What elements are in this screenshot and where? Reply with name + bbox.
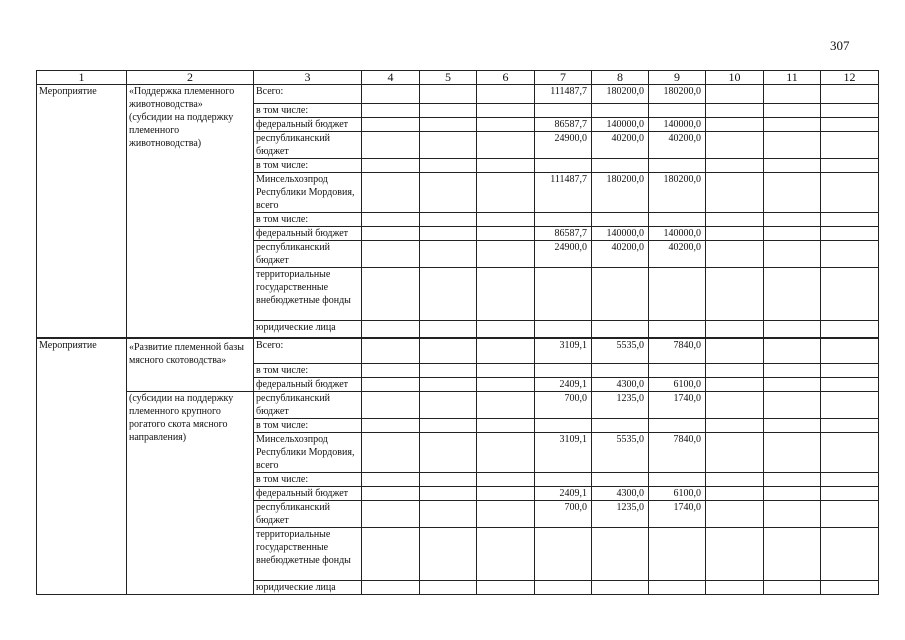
empty-cell	[821, 118, 879, 132]
empty-cell	[821, 268, 879, 321]
funding-source-label: территориальные государственные внебюджетные фонды	[254, 528, 362, 581]
value-col-8	[592, 364, 649, 378]
empty-cell	[420, 227, 477, 241]
empty-cell	[821, 227, 879, 241]
empty-cell	[706, 364, 764, 378]
empty-cell	[821, 487, 879, 501]
page-number: 307	[830, 38, 850, 53]
empty-cell	[420, 378, 477, 392]
empty-cell	[821, 241, 879, 268]
empty-cell	[764, 118, 821, 132]
empty-cell	[420, 268, 477, 321]
empty-cell	[706, 85, 764, 104]
empty-cell	[420, 159, 477, 173]
empty-cell	[821, 528, 879, 581]
empty-cell	[706, 487, 764, 501]
empty-cell	[362, 528, 420, 581]
funding-source-label: федеральный бюджет	[254, 118, 362, 132]
value-col-7: 3109,1	[535, 433, 592, 473]
empty-cell	[420, 419, 477, 433]
empty-cell	[764, 487, 821, 501]
column-header: 12	[821, 71, 879, 85]
empty-cell	[764, 241, 821, 268]
empty-cell	[706, 581, 764, 595]
empty-cell	[706, 433, 764, 473]
empty-cell	[706, 132, 764, 159]
funding-source-label: Всего:	[254, 338, 362, 364]
empty-cell	[821, 173, 879, 213]
empty-cell	[477, 85, 535, 104]
value-col-9: 7840,0	[649, 338, 706, 364]
column-header: 7	[535, 71, 592, 85]
funding-source-label: республиканский бюджет	[254, 501, 362, 528]
empty-cell	[420, 364, 477, 378]
empty-cell	[420, 321, 477, 338]
empty-cell	[362, 85, 420, 104]
value-col-8	[592, 528, 649, 581]
funding-source-label: федеральный бюджет	[254, 227, 362, 241]
activity-name-title: «Поддержка племенного животноводства»	[129, 86, 235, 110]
empty-cell	[420, 213, 477, 227]
value-col-9	[649, 104, 706, 118]
empty-cell	[706, 241, 764, 268]
empty-cell	[362, 321, 420, 338]
column-header: 2	[127, 71, 254, 85]
value-col-9	[649, 473, 706, 487]
empty-cell	[477, 528, 535, 581]
activity-name-title: «Развитие племенной базы мясного скотоводства»	[127, 338, 254, 392]
column-header: 1	[37, 71, 127, 85]
funding-source-label: территориальные государственные внебюджетные фонды	[254, 268, 362, 321]
column-header: 3	[254, 71, 362, 85]
table-row	[37, 85, 879, 104]
empty-cell	[706, 338, 764, 364]
empty-cell	[420, 173, 477, 213]
empty-cell	[821, 419, 879, 433]
column-header: 6	[477, 71, 535, 85]
empty-cell	[764, 227, 821, 241]
funding-source-label: федеральный бюджет	[254, 487, 362, 501]
empty-cell	[821, 378, 879, 392]
empty-cell	[420, 581, 477, 595]
value-col-9	[649, 159, 706, 173]
table-row	[37, 338, 879, 364]
empty-cell	[477, 487, 535, 501]
value-col-8: 140000,0	[592, 118, 649, 132]
empty-cell	[420, 392, 477, 419]
empty-cell	[477, 392, 535, 419]
empty-cell	[420, 338, 477, 364]
value-col-7	[535, 528, 592, 581]
value-col-9: 40200,0	[649, 241, 706, 268]
value-col-8	[592, 104, 649, 118]
empty-cell	[477, 227, 535, 241]
value-col-8: 4300,0	[592, 487, 649, 501]
column-header: 11	[764, 71, 821, 85]
value-col-7: 86587,7	[535, 118, 592, 132]
funding-source-label: юридические лица	[254, 581, 362, 595]
empty-cell	[477, 473, 535, 487]
value-col-7: 2409,1	[535, 378, 592, 392]
empty-cell	[477, 378, 535, 392]
funding-source-label: республиканский бюджет	[254, 132, 362, 159]
value-col-8: 180200,0	[592, 173, 649, 213]
empty-cell	[477, 338, 535, 364]
funding-source-label: федеральный бюджет	[254, 378, 362, 392]
empty-cell	[477, 321, 535, 338]
value-col-7: 24900,0	[535, 241, 592, 268]
value-col-8: 180200,0	[592, 85, 649, 104]
empty-cell	[362, 338, 420, 364]
column-header: 4	[362, 71, 420, 85]
value-col-8: 40200,0	[592, 132, 649, 159]
value-col-9	[649, 528, 706, 581]
empty-cell	[362, 581, 420, 595]
empty-cell	[821, 392, 879, 419]
table-body	[37, 71, 879, 595]
empty-cell	[420, 501, 477, 528]
funding-source-label: в том числе:	[254, 419, 362, 433]
empty-cell	[362, 227, 420, 241]
empty-cell	[764, 85, 821, 104]
empty-cell	[764, 501, 821, 528]
value-col-7: 2409,1	[535, 487, 592, 501]
empty-cell	[764, 364, 821, 378]
value-col-9: 7840,0	[649, 433, 706, 473]
value-col-9	[649, 268, 706, 321]
value-col-7: 111487,7	[535, 173, 592, 213]
funding-source-label: юридические лица	[254, 321, 362, 338]
empty-cell	[764, 419, 821, 433]
activity-name-subtitle: (субсидии на поддержку племенного животноводства)	[129, 112, 234, 149]
empty-cell	[362, 159, 420, 173]
funding-source-label: в том числе:	[254, 473, 362, 487]
empty-cell	[477, 501, 535, 528]
column-header: 9	[649, 71, 706, 85]
empty-cell	[420, 104, 477, 118]
empty-cell	[706, 473, 764, 487]
empty-cell	[821, 321, 879, 338]
empty-cell	[706, 528, 764, 581]
value-col-7: 24900,0	[535, 132, 592, 159]
activity-name-cell	[127, 85, 254, 338]
value-col-8: 4300,0	[592, 378, 649, 392]
value-col-9	[649, 364, 706, 378]
column-header: 10	[706, 71, 764, 85]
value-col-7	[535, 581, 592, 595]
empty-cell	[362, 392, 420, 419]
funding-source-label: в том числе:	[254, 364, 362, 378]
empty-cell	[764, 268, 821, 321]
empty-cell	[821, 104, 879, 118]
empty-cell	[706, 392, 764, 419]
empty-cell	[764, 213, 821, 227]
empty-cell	[706, 104, 764, 118]
funding-source-label: республиканский бюджет	[254, 241, 362, 268]
empty-cell	[420, 473, 477, 487]
empty-cell	[821, 581, 879, 595]
column-number-row	[37, 71, 879, 85]
value-col-8	[592, 419, 649, 433]
empty-cell	[821, 213, 879, 227]
value-col-9: 6100,0	[649, 487, 706, 501]
empty-cell	[362, 473, 420, 487]
empty-cell	[821, 338, 879, 364]
value-col-7	[535, 364, 592, 378]
empty-cell	[764, 433, 821, 473]
empty-cell	[821, 364, 879, 378]
empty-cell	[420, 85, 477, 104]
value-col-7	[535, 213, 592, 227]
column-header: 8	[592, 71, 649, 85]
empty-cell	[477, 433, 535, 473]
empty-cell	[477, 118, 535, 132]
empty-cell	[764, 173, 821, 213]
value-col-9: 180200,0	[649, 85, 706, 104]
empty-cell	[821, 85, 879, 104]
value-col-8	[592, 321, 649, 338]
funding-source-label: Минсельхозпрод Республики Мордовия, всего	[254, 433, 362, 473]
value-col-9: 140000,0	[649, 118, 706, 132]
empty-cell	[362, 487, 420, 501]
value-col-9	[649, 581, 706, 595]
empty-cell	[821, 501, 879, 528]
empty-cell	[764, 473, 821, 487]
empty-cell	[362, 213, 420, 227]
empty-cell	[477, 159, 535, 173]
empty-cell	[420, 528, 477, 581]
value-col-7: 111487,7	[535, 85, 592, 104]
funding-source-label: Всего:	[254, 85, 362, 104]
value-col-7	[535, 159, 592, 173]
funding-source-label: в том числе:	[254, 159, 362, 173]
empty-cell	[764, 132, 821, 159]
empty-cell	[420, 132, 477, 159]
empty-cell	[706, 173, 764, 213]
value-col-7	[535, 268, 592, 321]
empty-cell	[477, 132, 535, 159]
empty-cell	[706, 268, 764, 321]
empty-cell	[764, 378, 821, 392]
value-col-8: 5535,0	[592, 338, 649, 364]
empty-cell	[477, 581, 535, 595]
empty-cell	[420, 118, 477, 132]
empty-cell	[477, 213, 535, 227]
funding-source-label: республиканский бюджет	[254, 392, 362, 419]
empty-cell	[362, 241, 420, 268]
value-col-8	[592, 213, 649, 227]
empty-cell	[362, 364, 420, 378]
empty-cell	[764, 528, 821, 581]
value-col-7: 3109,1	[535, 338, 592, 364]
empty-cell	[477, 104, 535, 118]
empty-cell	[477, 419, 535, 433]
empty-cell	[764, 159, 821, 173]
value-col-9	[649, 213, 706, 227]
funding-source-label: Минсельхозпрод Республики Мордовия, всего	[254, 173, 362, 213]
value-col-9	[649, 321, 706, 338]
empty-cell	[362, 378, 420, 392]
value-col-8	[592, 581, 649, 595]
value-col-9: 1740,0	[649, 392, 706, 419]
activity-type-cell: Мероприятие	[37, 85, 127, 338]
value-col-8: 40200,0	[592, 241, 649, 268]
funding-source-label: в том числе:	[254, 213, 362, 227]
table-row	[37, 392, 879, 419]
empty-cell	[420, 241, 477, 268]
empty-cell	[706, 501, 764, 528]
empty-cell	[821, 433, 879, 473]
empty-cell	[362, 433, 420, 473]
empty-cell	[706, 213, 764, 227]
value-col-9: 40200,0	[649, 132, 706, 159]
value-col-9: 6100,0	[649, 378, 706, 392]
empty-cell	[821, 473, 879, 487]
empty-cell	[362, 132, 420, 159]
column-header: 5	[420, 71, 477, 85]
empty-cell	[706, 419, 764, 433]
value-col-7: 86587,7	[535, 227, 592, 241]
value-col-7	[535, 104, 592, 118]
empty-cell	[362, 104, 420, 118]
budget-table	[36, 70, 879, 595]
value-col-7: 700,0	[535, 392, 592, 419]
value-col-7	[535, 419, 592, 433]
value-col-7	[535, 321, 592, 338]
empty-cell	[764, 104, 821, 118]
activity-type-cell: Мероприятие	[37, 338, 127, 595]
empty-cell	[362, 118, 420, 132]
empty-cell	[706, 378, 764, 392]
empty-cell	[821, 159, 879, 173]
value-col-8	[592, 268, 649, 321]
empty-cell	[764, 321, 821, 338]
empty-cell	[420, 487, 477, 501]
value-col-8: 5535,0	[592, 433, 649, 473]
funding-source-label: в том числе:	[254, 104, 362, 118]
empty-cell	[477, 364, 535, 378]
value-col-9: 1740,0	[649, 501, 706, 528]
activity-name-subtitle: (субсидии на поддержку племенного крупного рогатого скота мясного направления)	[127, 392, 254, 595]
empty-cell	[362, 419, 420, 433]
empty-cell	[764, 392, 821, 419]
empty-cell	[764, 338, 821, 364]
empty-cell	[706, 159, 764, 173]
empty-cell	[477, 241, 535, 268]
value-col-8: 1235,0	[592, 501, 649, 528]
empty-cell	[477, 173, 535, 213]
empty-cell	[706, 118, 764, 132]
empty-cell	[362, 501, 420, 528]
value-col-9: 180200,0	[649, 173, 706, 213]
value-col-7	[535, 473, 592, 487]
empty-cell	[706, 321, 764, 338]
empty-cell	[706, 227, 764, 241]
value-col-7: 700,0	[535, 501, 592, 528]
empty-cell	[420, 433, 477, 473]
value-col-8	[592, 159, 649, 173]
empty-cell	[477, 268, 535, 321]
value-col-8: 140000,0	[592, 227, 649, 241]
empty-cell	[764, 581, 821, 595]
value-col-9: 140000,0	[649, 227, 706, 241]
value-col-8	[592, 473, 649, 487]
value-col-8: 1235,0	[592, 392, 649, 419]
value-col-9	[649, 419, 706, 433]
empty-cell	[362, 173, 420, 213]
empty-cell	[362, 268, 420, 321]
empty-cell	[821, 132, 879, 159]
